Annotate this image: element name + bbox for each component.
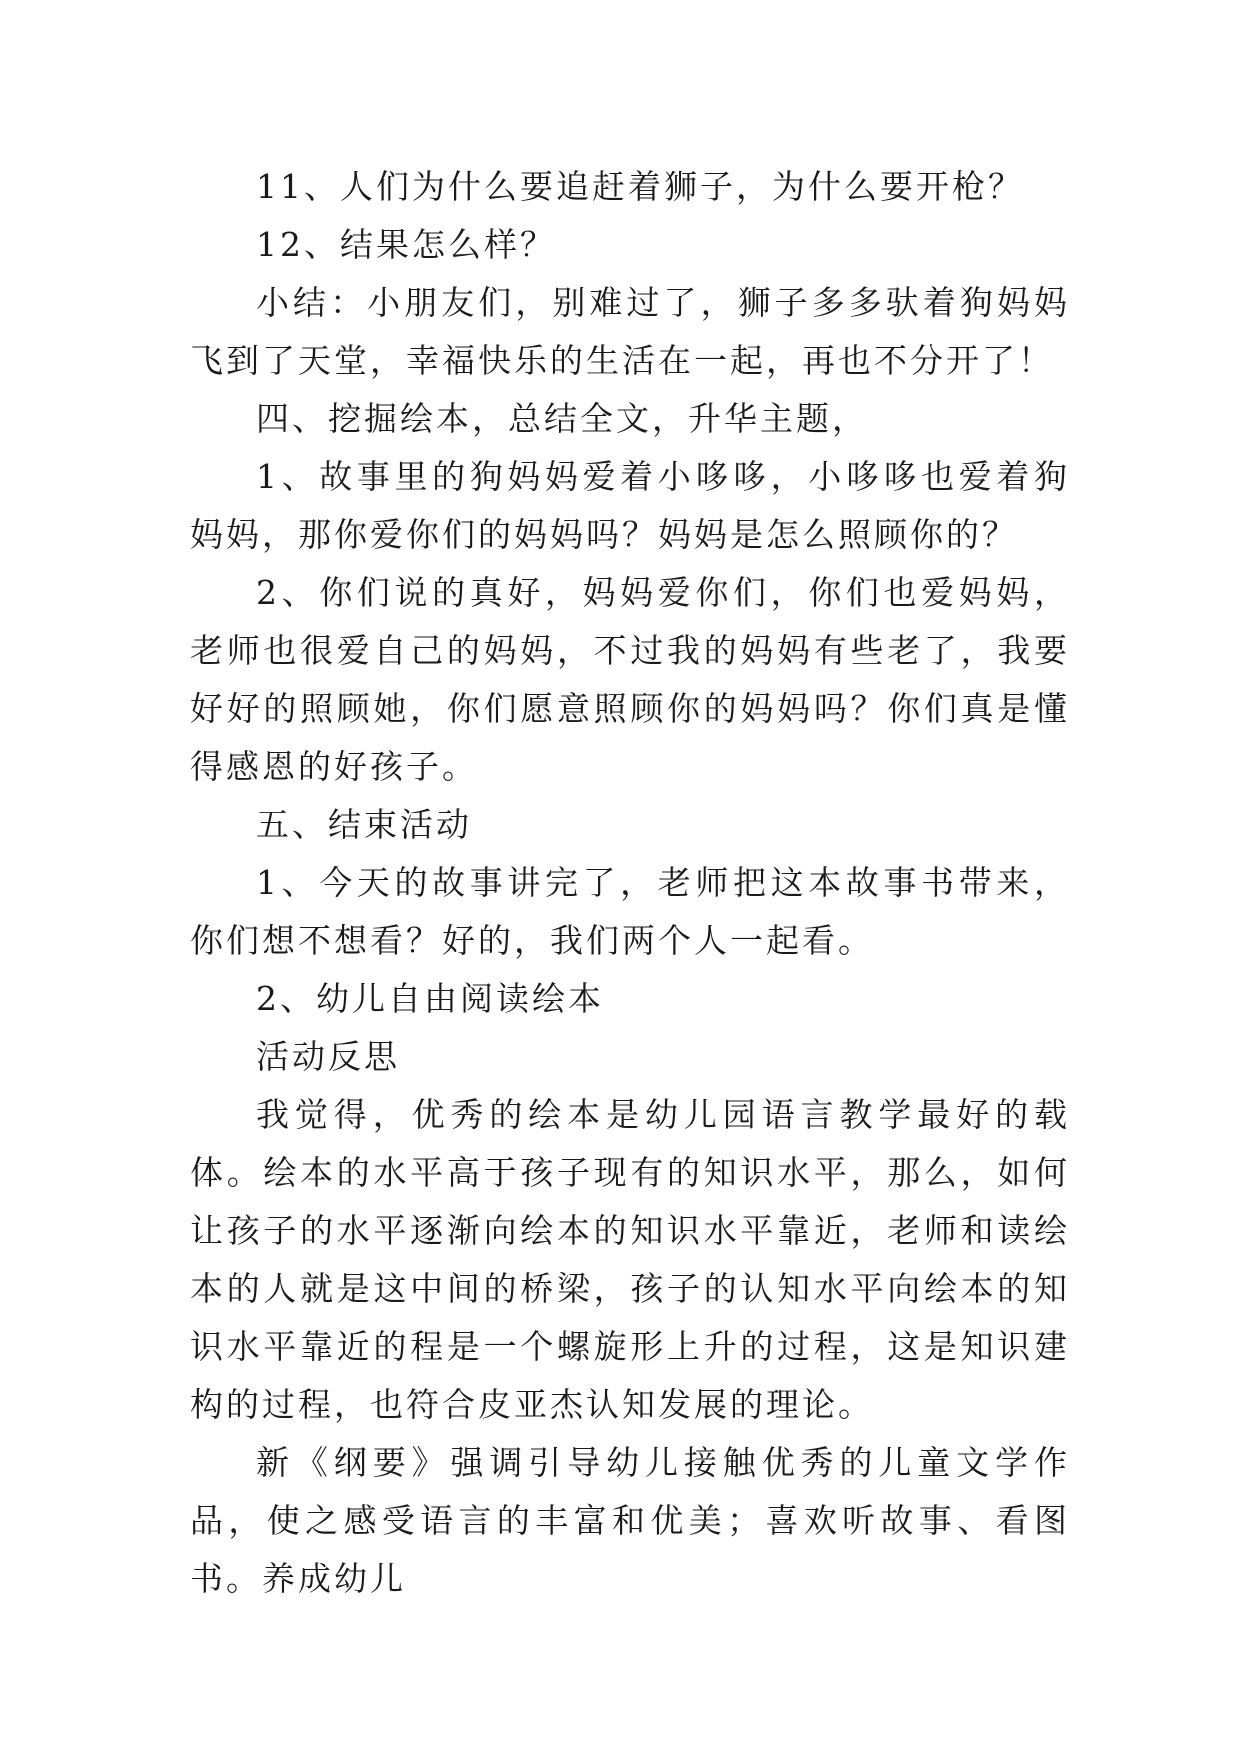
section-heading-four: 四、挖掘绘本，总结全文，升华主题， <box>256 399 868 438</box>
paragraph-summary: 小结：小朋友们，别难过了，狮子多多驮着狗妈妈飞到了天堂，幸福快乐的生活在一起，再也不分开了！ <box>190 283 1070 380</box>
paragraph-reflection-1: 我觉得，优秀的绘本是幼儿园语言教学最好的载体。绘本的水平高于孩子现有的知识水平，那么，如何让孩子的水平逐渐向绘本的知识水平靠近，老师和读绘本的人就是这中间的桥梁，孩子的认知水平向绘本的知识水平靠近的程是一个螺旋形上升的过程，这是知识建构的过程，也符合皮亚杰认知发展的理论。 <box>190 1095 1070 1424</box>
paragraph-item-2: 2、你们说的真好，妈妈爱你们，你们也爱妈妈，老师也很爱自己的妈妈，不过我的妈妈有些老了，我要好好的照顾她，你们愿意照顾你的妈妈吗？你们真是懂得感恩的好孩子。 <box>190 573 1070 786</box>
paragraph-reflection-2: 新《纲要》强调引导幼儿接触优秀的儿童文学作品，使之感受语言的丰富和优美；喜欢听故事、看图书。养成幼儿 <box>190 1443 1070 1598</box>
paragraph-item-1: 1、故事里的狗妈妈爱着小哆哆，小哆哆也爱着狗妈妈，那你爱你们的妈妈吗？妈妈是怎么照顾你的？ <box>190 457 1070 554</box>
paragraph-end-item-2: 2、幼儿自由阅读绘本 <box>256 979 604 1018</box>
paragraph-end-item-1: 1、今天的故事讲完了，老师把这本故事书带来，你们想不想看？好的，我们两个人一起看。 <box>190 863 1070 960</box>
section-heading-five: 五、结束活动 <box>256 805 472 844</box>
paragraph-question-12: 12、结果怎么样？ <box>256 225 556 264</box>
paragraph-question-11: 11、人们为什么要追赶着狮子，为什么要开枪？ <box>256 167 1024 206</box>
document-body <box>190 158 1070 1608</box>
section-heading-reflection: 活动反思 <box>256 1037 400 1076</box>
